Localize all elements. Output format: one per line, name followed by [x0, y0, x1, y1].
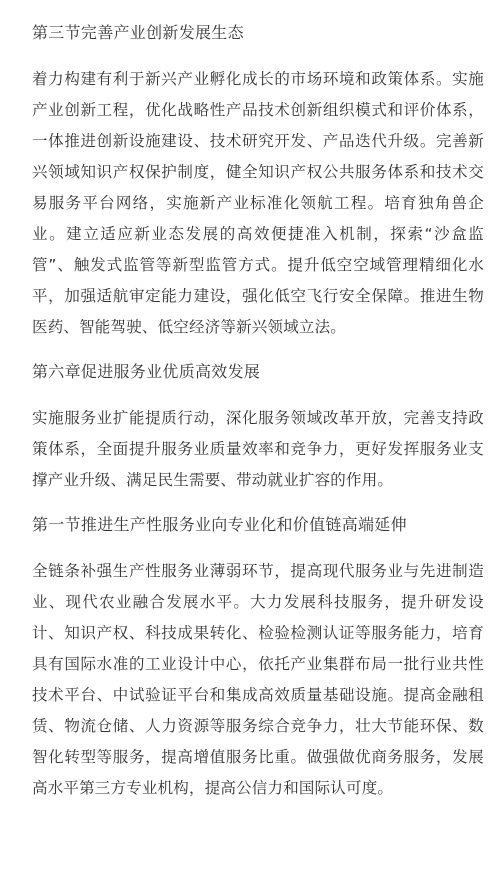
section-heading-innovation-ecosystem: 第三节完善产业创新发展生态 [32, 23, 244, 42]
section-heading-producer-services: 第一节推进生产性服务业向专业化和价值链高端延伸 [32, 515, 407, 534]
chapter-heading-service-industry: 第六章促进服务业优质高效发展 [32, 362, 261, 381]
paragraph-service-industry: 实施服务业扩能提质行动，深化服务领域改革开放，完善支持政策体系，全面提升服务业质量效率和竞争力，更好发挥服务业支撑产业升级、满足民生需要、带动就业扩容的作用。 [32, 409, 484, 489]
paragraph-innovation-ecosystem: 着力构建有利于新兴产业孵化成长的市场环境和政策体系。实施产业创新工程，优化战略性产品技术创新组织模式和评价体系，一体推进创新设施建设、技术研究开发、产品迭代升级。完善新兴领域知识产权保护制度，健全知识产权公共服务体系和技术交易服务平台网络，实施新产业标准化领航工程。培育独角兽企业。建立适应新业态发展的高效便捷准入机制，探索“沙盒监管”、触发式监管等新型监管方式。提升低空空域管理精细化水平，加强适航审定能力建设，强化低空飞行安全保障。推进生物医药、智能驾驶、低空经济等新兴领域立法。 [32, 70, 484, 336]
paragraph-producer-services: 全链条补强生产性服务业薄弱环节，提高现代服务业与先进制造业、现代农业融合发展水平。大力发展科技服务，提升研发设计、知识产权、科技成果转化、检验检测认证等服务能力，培育具有国际水准的工业设计中心，依托产业集群布局一批行业共性技术平台、中试验证平台和集成高效质量基础设施。提高金融租赁、物流仓储、人力资源等服务综合竞争力，壮大节能环保、数智化转型等服务，提高增值服务比重。做强做优商务服务，发展高水平第三方专业机构，提高公信力和国际认可度。 [32, 562, 484, 797]
